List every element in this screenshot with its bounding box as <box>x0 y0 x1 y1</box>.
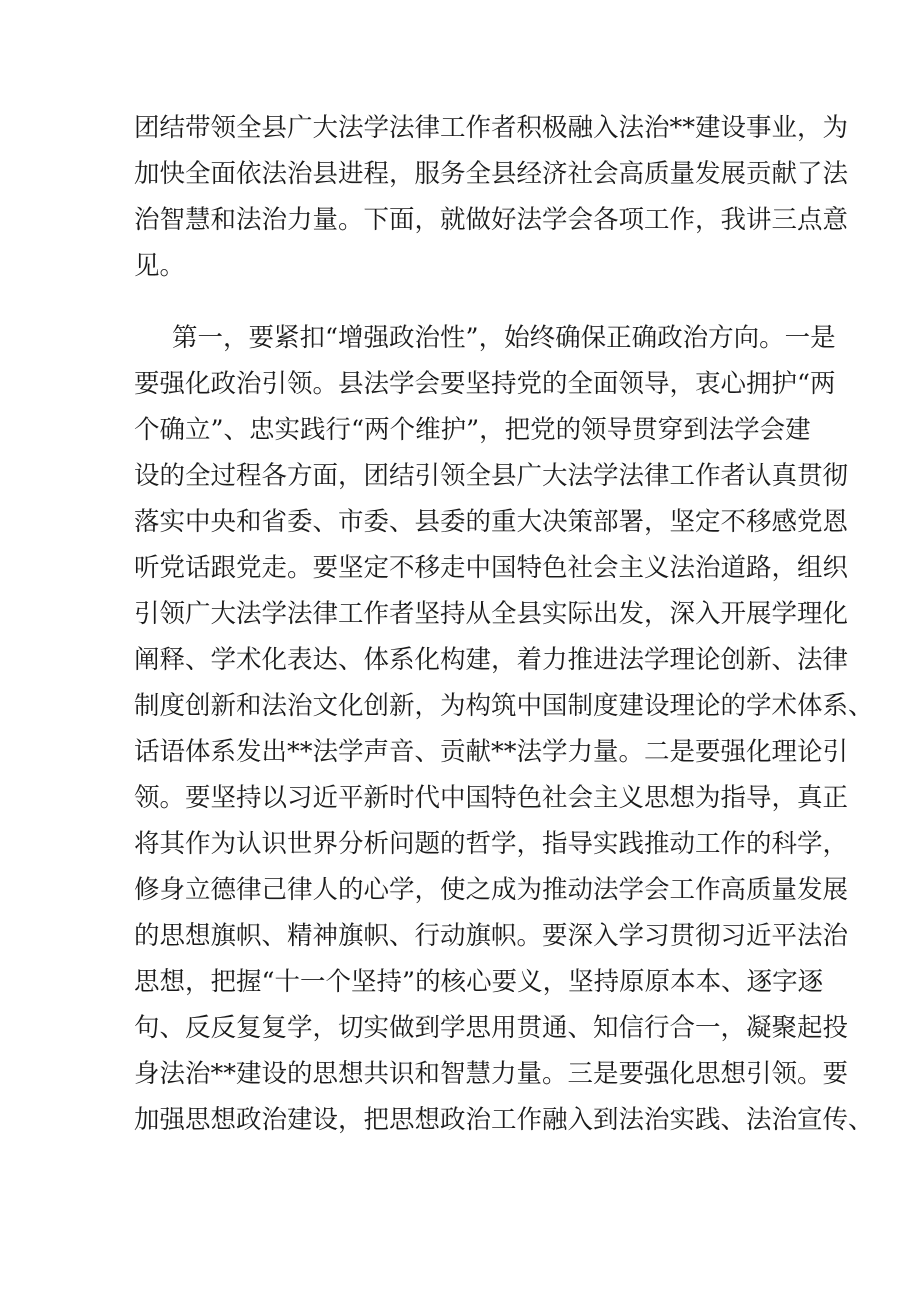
text-line: 治智慧和法治力量。下面，就做好法学会各项工作，我讲三点意 <box>134 205 849 235</box>
text-line: 加强思想政治建设，把思想政治工作融入到法治实践、法治宣传、 <box>134 1105 874 1135</box>
text-line: 见。 <box>134 251 186 281</box>
text-line: 加快全面依法治县进程，服务全县经济社会高质量发展贡献了法 <box>134 159 849 189</box>
text-line: 身法治**建设的思想共识和智慧力量。三是要强化思想引领。要 <box>134 1059 849 1089</box>
text-line: 听党话跟党走。要坚定不移走中国特色社会主义法治道路，组织 <box>134 553 849 583</box>
text-line: 要强化政治引领。县法学会要坚持党的全面领导，衷心拥护“两 <box>134 369 836 399</box>
text-line: 团结带领全县广大法学法律工作者积极融入法治**建设事业，为 <box>134 113 849 143</box>
text-line: 制度创新和法治文化创新，为构筑中国制度建设理论的学术体系、 <box>134 691 874 721</box>
text-line: 第一，要紧扣“增强政治性”，始终确保正确政治方向。一是 <box>172 323 836 353</box>
text-line: 落实中央和省委、市委、县委的重大决策部署，坚定不移感党恩 <box>134 507 849 537</box>
text-line: 句、反反复复学，切实做到学思用贯通、知信行合一，凝聚起投 <box>134 1013 849 1043</box>
text-line: 引领广大法学法律工作者坚持从全县实际出发，深入开展学理化 <box>134 599 849 629</box>
text-line: 个确立”、忠实践行“两个维护”，把党的领导贯穿到法学会建 <box>134 415 811 445</box>
text-line: 设的全过程各方面，团结引领全县广大法学法律工作者认真贯彻 <box>134 461 849 491</box>
text-line: 将其作为认识世界分析问题的哲学，指导实践推动工作的科学， <box>134 829 849 859</box>
text-line: 的思想旗帜、精神旗帜、行动旗帜。要深入学习贯彻习近平法治 <box>134 921 849 951</box>
text-line: 思想，把握“十一个坚持”的核心要义，坚持原原本本、逐字逐 <box>134 967 824 997</box>
text-line: 话语体系发出**法学声音、贡献**法学力量。二是要强化理论引 <box>134 737 849 767</box>
text-line: 阐释、学术化表达、体系化构建，着力推进法学理论创新、法律 <box>134 645 849 675</box>
text-line: 领。要坚持以习近平新时代中国特色社会主义思想为指导，真正 <box>134 783 849 813</box>
text-line: 修身立德律己律人的心学，使之成为推动法学会工作高质量发展 <box>134 875 849 905</box>
